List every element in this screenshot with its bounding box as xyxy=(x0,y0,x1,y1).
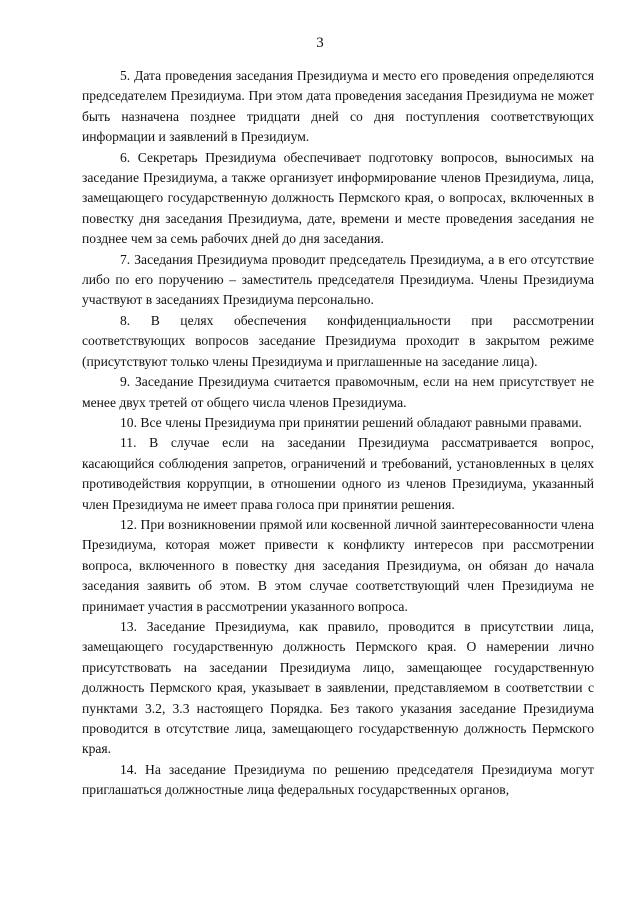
paragraph-item-5: 5. Дата проведения заседания Президиума и место его проведения определяются председателем Президиума. При этом дата проведения заседания Президиума не может быть назначена позднее тридцати дней со дня поступления соответствующих информации и заявлений в Президиум. xyxy=(82,68,594,145)
paragraph-item-6: 6. Секретарь Президиума обеспечивает подготовку вопросов, выносимых на заседание Президиума, а также организует информирование членов Президиума, лица, замещающего государственную должность Пермского края, о вопросах, включенных в повестку дня заседания Президиума, дате, времени и месте проведения заседания не позднее чем за семь рабочих дней до дня заседания. xyxy=(82,149,594,247)
paragraph-item-7: 7. Заседания Президиума проводит председатель Президиума, а в его отсутствие либо по его поручению – заместитель председателя Президиума. Члены Президиума участвуют в заседаниях Президиума персонально. xyxy=(82,251,594,308)
paragraph-item-14: 14. На заседание Президиума по решению председателя Президиума могут приглашаться должностные лица федеральных государственных органов, xyxy=(82,761,594,798)
document-body xyxy=(82,66,594,801)
page-number: 3 xyxy=(316,35,324,51)
paragraph-item-9: 9. Заседание Президиума считается правомочным, если на нем присутствует не менее двух третей от общего числа членов Президиума. xyxy=(82,374,594,410)
paragraph-item-12: 12. При возникновении прямой или косвенной личной заинтересованности члена Президиума, которая может привести к конфликту интересов при рассмотрении вопроса, включенного в повестку дня заседания Президиума, он обязан до начала заседания заявить об этом. В этом случае соответствующий член Президиума не принимает участия в рассмотрении указанного вопроса. xyxy=(82,516,594,614)
paragraph-item-10: 10. Все члены Президиума при принятии решений обладают равными правами. xyxy=(120,414,582,430)
paragraph-item-8: 8. В целях обеспечения конфиденциальности при рассмотрении соответствующих вопросов заседание Президиума проходит в закрытом режиме (присутствуют только члены Президиума и приглашенные на заседание лица). xyxy=(82,312,594,369)
paragraph-item-13: 13. Заседание Президиума, как правило, проводится в присутствии лица, замещающего государственную должность Пермского края. О намерении лично присутствовать на заседании Президиума лицо, замещающее государственную должность Пермского края, указывает в заявлении, представляемом в соответствии с пунктами 3.2, 3.3 настоящего Порядка. Без такого указания заседание Президиума проводится в отсутствие лица, замещающего государственную должность Пермского края. xyxy=(82,618,594,757)
paragraph-item-11: 11. В случае если на заседании Президиума рассматривается вопрос, касающийся соблюдения запретов, ограничений и требований, установленных в целях противодействия коррупции, в отношении одного из членов Президиума, указанный член Президиума не имеет права голоса при принятии решения. xyxy=(82,435,594,512)
